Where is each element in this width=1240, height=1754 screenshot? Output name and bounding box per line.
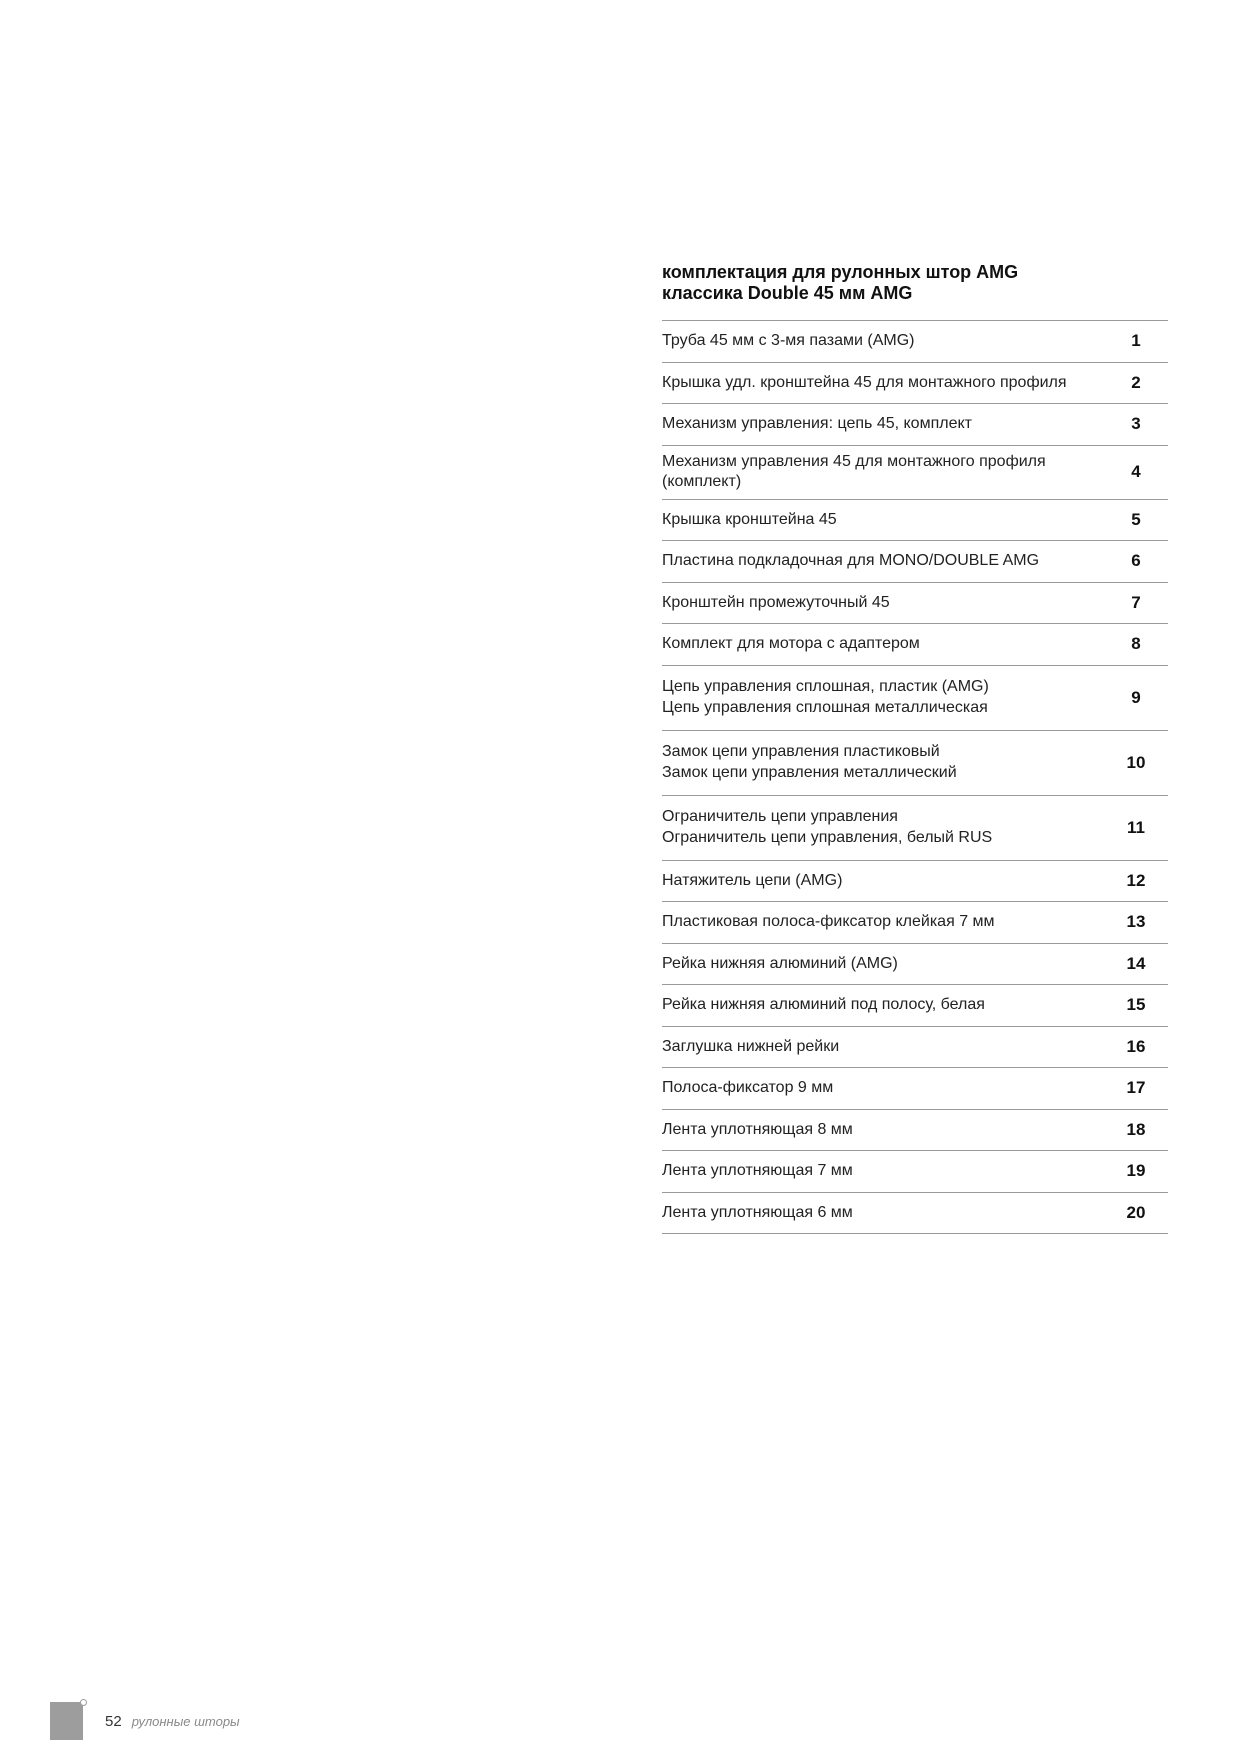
item-name	[662, 373, 1079, 394]
page-number: 52	[105, 1712, 122, 1730]
item-name	[662, 954, 910, 975]
item-number: 10	[1126, 752, 1146, 772]
item-name-line: Рейка нижняя алюминий (AMG)	[662, 954, 898, 972]
item-name-line: Пластиковая полоса-фиксатор клейкая 7 мм	[662, 913, 995, 930]
item-name	[662, 634, 932, 655]
item-number: 12	[1126, 870, 1146, 890]
table-row	[662, 624, 1168, 666]
item-name-line: Труба 45 мм с 3-мя пазами (AMG)	[662, 332, 915, 349]
footer-marker-icon	[50, 1702, 83, 1740]
table-row	[662, 1110, 1168, 1152]
table-row	[662, 321, 1168, 363]
item-name-line: Механизм управления: цепь 45, комплект	[662, 415, 972, 432]
item-number: 2	[1131, 372, 1141, 392]
item-name	[662, 1078, 845, 1099]
item-number: 1	[1131, 331, 1141, 351]
table-row	[662, 861, 1168, 903]
item-name	[662, 452, 1058, 493]
item-name	[662, 677, 1001, 718]
item-name-line: Заглушка нижней рейки	[662, 1037, 840, 1055]
item-name-line: Рейка нижняя алюминий под полосу, белая	[662, 996, 985, 1013]
item-number: 5	[1131, 509, 1141, 529]
item-number: 13	[1126, 912, 1146, 932]
components-section	[662, 262, 1168, 1234]
item-name-line: Лента уплотняющая 7 мм	[662, 1162, 853, 1179]
item-name	[662, 1161, 865, 1182]
item-name	[662, 1203, 865, 1224]
item-number: 6	[1131, 551, 1141, 571]
table-row	[662, 985, 1168, 1027]
item-name-line: Крышка кронштейна 45	[662, 510, 837, 528]
table-row	[662, 1068, 1168, 1110]
footer-section-name: рулонные шторы	[131, 1713, 240, 1729]
item-name-line: Замок цепи управления пластиковый	[662, 743, 940, 760]
item-number: 4	[1131, 462, 1141, 481]
item-name	[662, 807, 1004, 848]
parts-table	[662, 320, 1168, 1234]
item-number: 20	[1126, 1202, 1146, 1222]
item-name	[662, 912, 1007, 933]
table-row	[662, 404, 1168, 446]
item-name-line: Натяжитель цепи (AMG)	[662, 871, 843, 889]
item-name-line: Пластина подкладочная для MONO/DOUBLE AMG	[662, 552, 1040, 569]
item-number: 19	[1126, 1161, 1146, 1181]
item-name	[662, 871, 854, 892]
table-row	[662, 796, 1168, 861]
item-name-line: Крышка удл. кронштейна 45 для монтажного профиля	[662, 373, 1067, 391]
item-name-line: Полоса-фиксатор 9 мм	[662, 1079, 834, 1096]
item-name-line: Механизм управления 45 для монтажного профиля	[662, 452, 1046, 470]
item-name-line: Ограничитель цепи управления	[662, 808, 898, 825]
item-name-line: Комплект для мотора с адаптером	[662, 635, 920, 652]
footer-dot-icon	[80, 1699, 87, 1706]
item-name-line: Лента уплотняющая 8 мм	[662, 1120, 853, 1138]
item-name	[662, 593, 902, 614]
table-row	[662, 500, 1168, 542]
item-name-line: Цепь управления сплошная металлическая	[662, 698, 988, 716]
item-number: 11	[1127, 817, 1145, 837]
item-number: 18	[1126, 1119, 1146, 1139]
item-number: 14	[1126, 953, 1146, 973]
table-row	[662, 363, 1168, 405]
table-row	[662, 541, 1168, 583]
table-row	[662, 446, 1168, 500]
section-title	[662, 262, 1168, 304]
table-row	[662, 666, 1168, 731]
item-name-line: Ограничитель цепи управления, белый RUS	[662, 828, 993, 846]
table-row	[662, 1151, 1168, 1193]
page-footer	[50, 1702, 240, 1740]
item-name-line: Цепь управления сплошная, пластик (AMG)	[662, 678, 989, 695]
item-number: 9	[1131, 687, 1141, 707]
section-title-line-1: комплектация для рулонных штор AMG	[662, 262, 1019, 282]
table-row	[662, 1027, 1168, 1069]
table-row	[662, 731, 1168, 796]
item-name-line: (комплект)	[662, 473, 742, 490]
item-name	[662, 742, 969, 783]
item-name-line: Кронштейн промежуточный 45	[662, 593, 890, 611]
item-name	[662, 1120, 865, 1141]
item-name	[662, 510, 849, 531]
item-name	[662, 551, 1051, 572]
item-number: 17	[1126, 1078, 1146, 1098]
item-name	[662, 1037, 851, 1058]
table-row	[662, 944, 1168, 986]
item-name-line: Лента уплотняющая 6 мм	[662, 1203, 853, 1221]
item-name	[662, 331, 926, 352]
item-name-line: Замок цепи управления металлический	[662, 763, 957, 781]
item-name	[662, 414, 984, 435]
item-number: 7	[1131, 592, 1141, 612]
item-number: 15	[1126, 995, 1146, 1015]
section-title-line-2: классика Double 45 мм AMG	[662, 283, 913, 303]
table-row	[662, 1193, 1168, 1235]
table-row	[662, 902, 1168, 944]
table-row	[662, 583, 1168, 625]
item-number: 8	[1131, 634, 1141, 654]
item-number: 16	[1126, 1036, 1146, 1056]
item-number: 3	[1131, 414, 1141, 434]
item-name	[662, 995, 997, 1016]
